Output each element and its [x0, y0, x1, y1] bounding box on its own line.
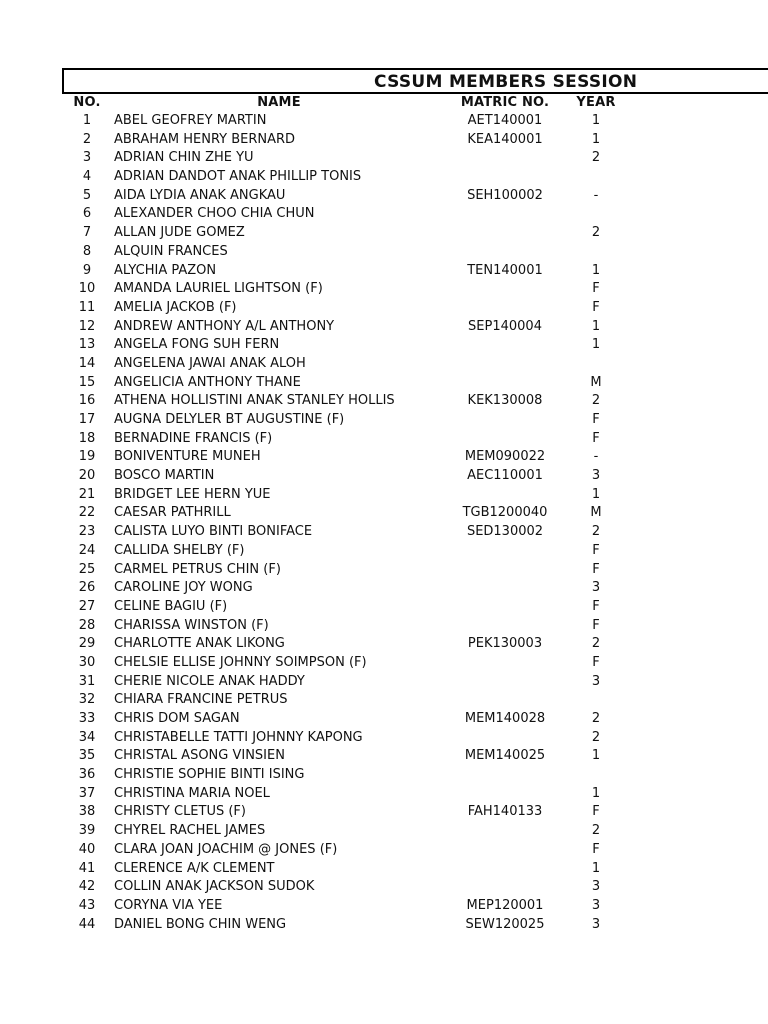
row-no: 7 — [82, 225, 92, 241]
table-row — [62, 336, 768, 355]
table-body — [62, 112, 768, 934]
row-no: 22 — [78, 505, 96, 521]
row-year: 1 — [591, 860, 601, 876]
row-name: BRIDGET LEE HERN YUE — [114, 486, 271, 502]
row-name: ALYCHIA PAZON — [114, 262, 217, 278]
row-year: 3 — [591, 879, 601, 895]
table-row — [62, 860, 768, 879]
row-year: F — [592, 542, 600, 558]
row-matric: PEK130003 — [467, 636, 543, 652]
row-no: 10 — [78, 281, 96, 297]
table-row — [62, 430, 768, 449]
row-name: ANGELA FONG SUH FERN — [114, 337, 280, 353]
row-no: 21 — [78, 486, 96, 502]
row-no: 8 — [82, 243, 92, 259]
table-row — [62, 448, 768, 467]
row-no: 42 — [78, 879, 96, 895]
row-year: 1 — [591, 486, 601, 502]
table-row — [62, 504, 768, 523]
row-year: F — [592, 654, 600, 670]
table-row — [62, 710, 768, 729]
row-year: 3 — [591, 897, 601, 913]
row-name: CHIARA FRANCINE PETRUS — [114, 692, 288, 708]
row-name: CHRISTIE SOPHIE BINTI ISING — [114, 767, 305, 783]
row-no: 27 — [78, 598, 96, 614]
row-matric: SEW120025 — [465, 916, 545, 932]
table-row — [62, 542, 768, 561]
row-name: CHRISTABELLE TATTI JOHNNY KAPONG — [114, 729, 363, 745]
row-no: 4 — [82, 169, 92, 185]
table-row — [62, 467, 768, 486]
row-year: 3 — [591, 468, 601, 484]
row-no: 19 — [78, 449, 96, 465]
row-year: 3 — [591, 580, 601, 596]
row-no: 6 — [82, 206, 92, 222]
row-year: 1 — [591, 785, 601, 801]
table-row — [62, 224, 768, 243]
table-row — [62, 486, 768, 505]
table-row — [62, 523, 768, 542]
row-name: CHRISTY CLETUS (F) — [114, 804, 246, 820]
row-name: CALLIDA SHELBY (F) — [114, 542, 245, 558]
row-no: 29 — [78, 636, 96, 652]
row-no: 17 — [78, 412, 96, 427]
row-no: 13 — [78, 337, 96, 353]
table-row — [62, 411, 768, 430]
row-no: 38 — [78, 804, 96, 820]
table-header — [62, 94, 768, 112]
row-year: 2 — [591, 393, 601, 409]
row-year: F — [592, 841, 600, 857]
row-name: DANIEL BONG CHIN WENG — [114, 916, 287, 932]
row-matric: SEH100002 — [467, 187, 543, 203]
row-no: 15 — [78, 374, 96, 390]
row-no: 11 — [78, 299, 96, 315]
row-no: 28 — [78, 617, 96, 633]
row-name: BONIVENTURE MUNEH — [114, 449, 261, 465]
row-matric: KEA140001 — [467, 131, 543, 147]
row-no: 44 — [78, 916, 96, 932]
row-no: 18 — [78, 430, 96, 446]
row-name: CAROLINE JOY WONG — [114, 580, 253, 596]
table-row — [62, 355, 768, 374]
row-no: 32 — [78, 692, 96, 708]
title-box — [62, 68, 768, 94]
row-no: 36 — [78, 767, 96, 783]
row-name: ADRIAN DANDOT ANAK PHILLIP TONIS — [114, 169, 362, 185]
row-name: AUGNA DELYLER BT AUGUSTINE (F) — [114, 412, 345, 427]
row-no: 37 — [78, 785, 96, 801]
row-matric: AEC110001 — [467, 468, 543, 484]
row-no: 33 — [78, 711, 96, 726]
row-name: BERNADINE FRANCIS (F) — [114, 430, 273, 446]
row-name: ATHENA HOLLISTINI ANAK STANLEY HOLLIS — [114, 393, 395, 409]
row-name: CHARISSA WINSTON (F) — [114, 617, 269, 633]
header-no: NO. — [73, 95, 101, 110]
table-row — [62, 149, 768, 168]
header-year: YEAR — [576, 95, 616, 110]
row-no: 20 — [78, 468, 96, 484]
row-no: 40 — [78, 841, 96, 857]
row-year: 1 — [591, 337, 601, 353]
row-matric: SEP140004 — [468, 318, 542, 334]
row-name: ALQUIN FRANCES — [114, 243, 228, 259]
row-no: 30 — [78, 654, 96, 670]
table-row — [62, 243, 768, 262]
row-name: CLARA JOAN JOACHIM @ JONES (F) — [114, 841, 338, 857]
row-year: 1 — [591, 262, 601, 278]
row-year: M — [590, 505, 602, 521]
row-name: BOSCO MARTIN — [114, 468, 215, 484]
table-row — [62, 841, 768, 860]
row-year: 2 — [591, 150, 601, 166]
row-year: F — [592, 617, 600, 633]
document-title: CSSUM MEMBERS SESSION — [374, 72, 638, 92]
row-year: - — [593, 187, 599, 203]
row-year: 2 — [591, 729, 601, 745]
table-row — [62, 617, 768, 636]
row-name: AMELIA JACKOB (F) — [114, 299, 237, 315]
row-year: 1 — [591, 318, 601, 334]
row-name: ABRAHAM HENRY BERNARD — [114, 131, 296, 147]
row-name: ABEL GEOFREY MARTIN — [114, 113, 267, 128]
table-row — [62, 673, 768, 692]
table-row — [62, 654, 768, 673]
row-no: 1 — [82, 113, 92, 128]
row-year: - — [593, 449, 599, 465]
table-row — [62, 803, 768, 822]
row-no: 3 — [82, 150, 92, 166]
row-year: 1 — [591, 748, 601, 764]
table-row — [62, 691, 768, 710]
row-year: 2 — [591, 636, 601, 652]
row-name: ANGELENA JAWAI ANAK ALOH — [114, 355, 306, 371]
row-matric: TEN140001 — [467, 262, 543, 278]
row-no: 5 — [82, 187, 92, 203]
row-year: F — [592, 804, 600, 820]
row-year: M — [590, 374, 602, 390]
table-row — [62, 598, 768, 617]
row-year: F — [592, 430, 600, 446]
row-name: CALISTA LUYO BINTI BONIFACE — [114, 524, 313, 540]
row-name: AIDA LYDIA ANAK ANGKAU — [114, 187, 286, 203]
row-no: 35 — [78, 748, 96, 764]
row-year: F — [592, 598, 600, 614]
row-name: CHRIS DOM SAGAN — [114, 711, 240, 726]
row-no: 12 — [78, 318, 96, 334]
row-name: CHELSIE ELLISE JOHNNY SOIMPSON (F) — [114, 654, 367, 670]
table-row — [62, 822, 768, 841]
table-row — [62, 579, 768, 598]
table-row — [62, 374, 768, 393]
row-no: 43 — [78, 897, 96, 913]
row-name: ALEXANDER CHOO CHIA CHUN — [114, 206, 315, 222]
row-year: 2 — [591, 225, 601, 241]
row-matric: MEM090022 — [464, 449, 546, 465]
row-year: F — [592, 561, 600, 577]
row-name: COLLIN ANAK JACKSON SUDOK — [114, 879, 315, 895]
row-matric: MEM140025 — [464, 748, 546, 764]
row-year: 2 — [591, 823, 601, 839]
row-name: CARMEL PETRUS CHIN (F) — [114, 561, 281, 577]
row-name: CORYNA VIA YEE — [114, 897, 223, 913]
row-no: 23 — [78, 524, 96, 540]
table-row — [62, 392, 768, 411]
row-matric: MEP120001 — [466, 897, 544, 913]
row-name: CHERIE NICOLE ANAK HADDY — [114, 673, 305, 689]
row-name: CHRISTINA MARIA NOEL — [114, 785, 270, 801]
row-name: CLERENCE A/K CLEMENT — [114, 860, 275, 876]
row-no: 26 — [78, 580, 96, 596]
header-name: NAME — [257, 95, 301, 110]
row-matric: AET140001 — [467, 113, 543, 128]
row-no: 24 — [78, 542, 96, 558]
row-matric: TGB1200040 — [462, 505, 548, 521]
row-year: 2 — [591, 711, 601, 726]
row-year: 1 — [591, 131, 601, 147]
table-row — [62, 112, 768, 131]
row-year: F — [592, 281, 600, 297]
table-row — [62, 168, 768, 187]
row-name: CHARLOTTE ANAK LIKONG — [114, 636, 285, 652]
table-row — [62, 205, 768, 224]
table-row — [62, 916, 768, 935]
row-name: CELINE BAGIU (F) — [114, 598, 228, 614]
table-row — [62, 280, 768, 299]
table-row — [62, 766, 768, 785]
row-matric: SED130002 — [466, 524, 544, 540]
table-row — [62, 262, 768, 281]
table-row — [62, 318, 768, 337]
row-name: CHYREL RACHEL JAMES — [114, 823, 266, 839]
row-name: ALLAN JUDE GOMEZ — [114, 225, 245, 241]
table-row — [62, 187, 768, 206]
row-matric: KEK130008 — [467, 393, 543, 409]
row-no: 39 — [78, 823, 96, 839]
members-sheet — [62, 68, 768, 948]
row-name: ANGELICIA ANTHONY THANE — [114, 374, 301, 390]
row-name: ADRIAN CHIN ZHE YU — [114, 150, 254, 166]
row-year: F — [592, 299, 600, 315]
row-year: 3 — [591, 916, 601, 932]
row-year: 1 — [591, 113, 601, 128]
row-no: 16 — [78, 393, 96, 409]
table-row — [62, 878, 768, 897]
table-row — [62, 785, 768, 804]
table-row — [62, 897, 768, 916]
table-row — [62, 561, 768, 580]
row-matric: FAH140133 — [467, 804, 543, 820]
row-no: 31 — [78, 673, 96, 689]
row-name: ANDREW ANTHONY A/L ANTHONY — [114, 318, 335, 334]
row-year: 3 — [591, 673, 601, 689]
table-row — [62, 299, 768, 318]
row-year: F — [592, 412, 600, 427]
row-no: 14 — [78, 355, 96, 371]
row-no: 9 — [82, 262, 92, 278]
row-no: 34 — [78, 729, 96, 745]
row-matric: MEM140028 — [464, 711, 546, 726]
row-name: AMANDA LAURIEL LIGHTSON (F) — [114, 281, 323, 297]
row-year: 2 — [591, 524, 601, 540]
table-row — [62, 729, 768, 748]
row-no: 41 — [78, 860, 96, 876]
row-no: 2 — [82, 131, 92, 147]
row-name: CAESAR PATHRILL — [114, 505, 231, 521]
row-name: CHRISTAL ASONG VINSIEN — [114, 748, 285, 764]
row-no: 25 — [78, 561, 96, 577]
table-row — [62, 635, 768, 654]
table-row — [62, 131, 768, 150]
table-row — [62, 747, 768, 766]
header-matric: MATRIC NO. — [460, 95, 550, 110]
